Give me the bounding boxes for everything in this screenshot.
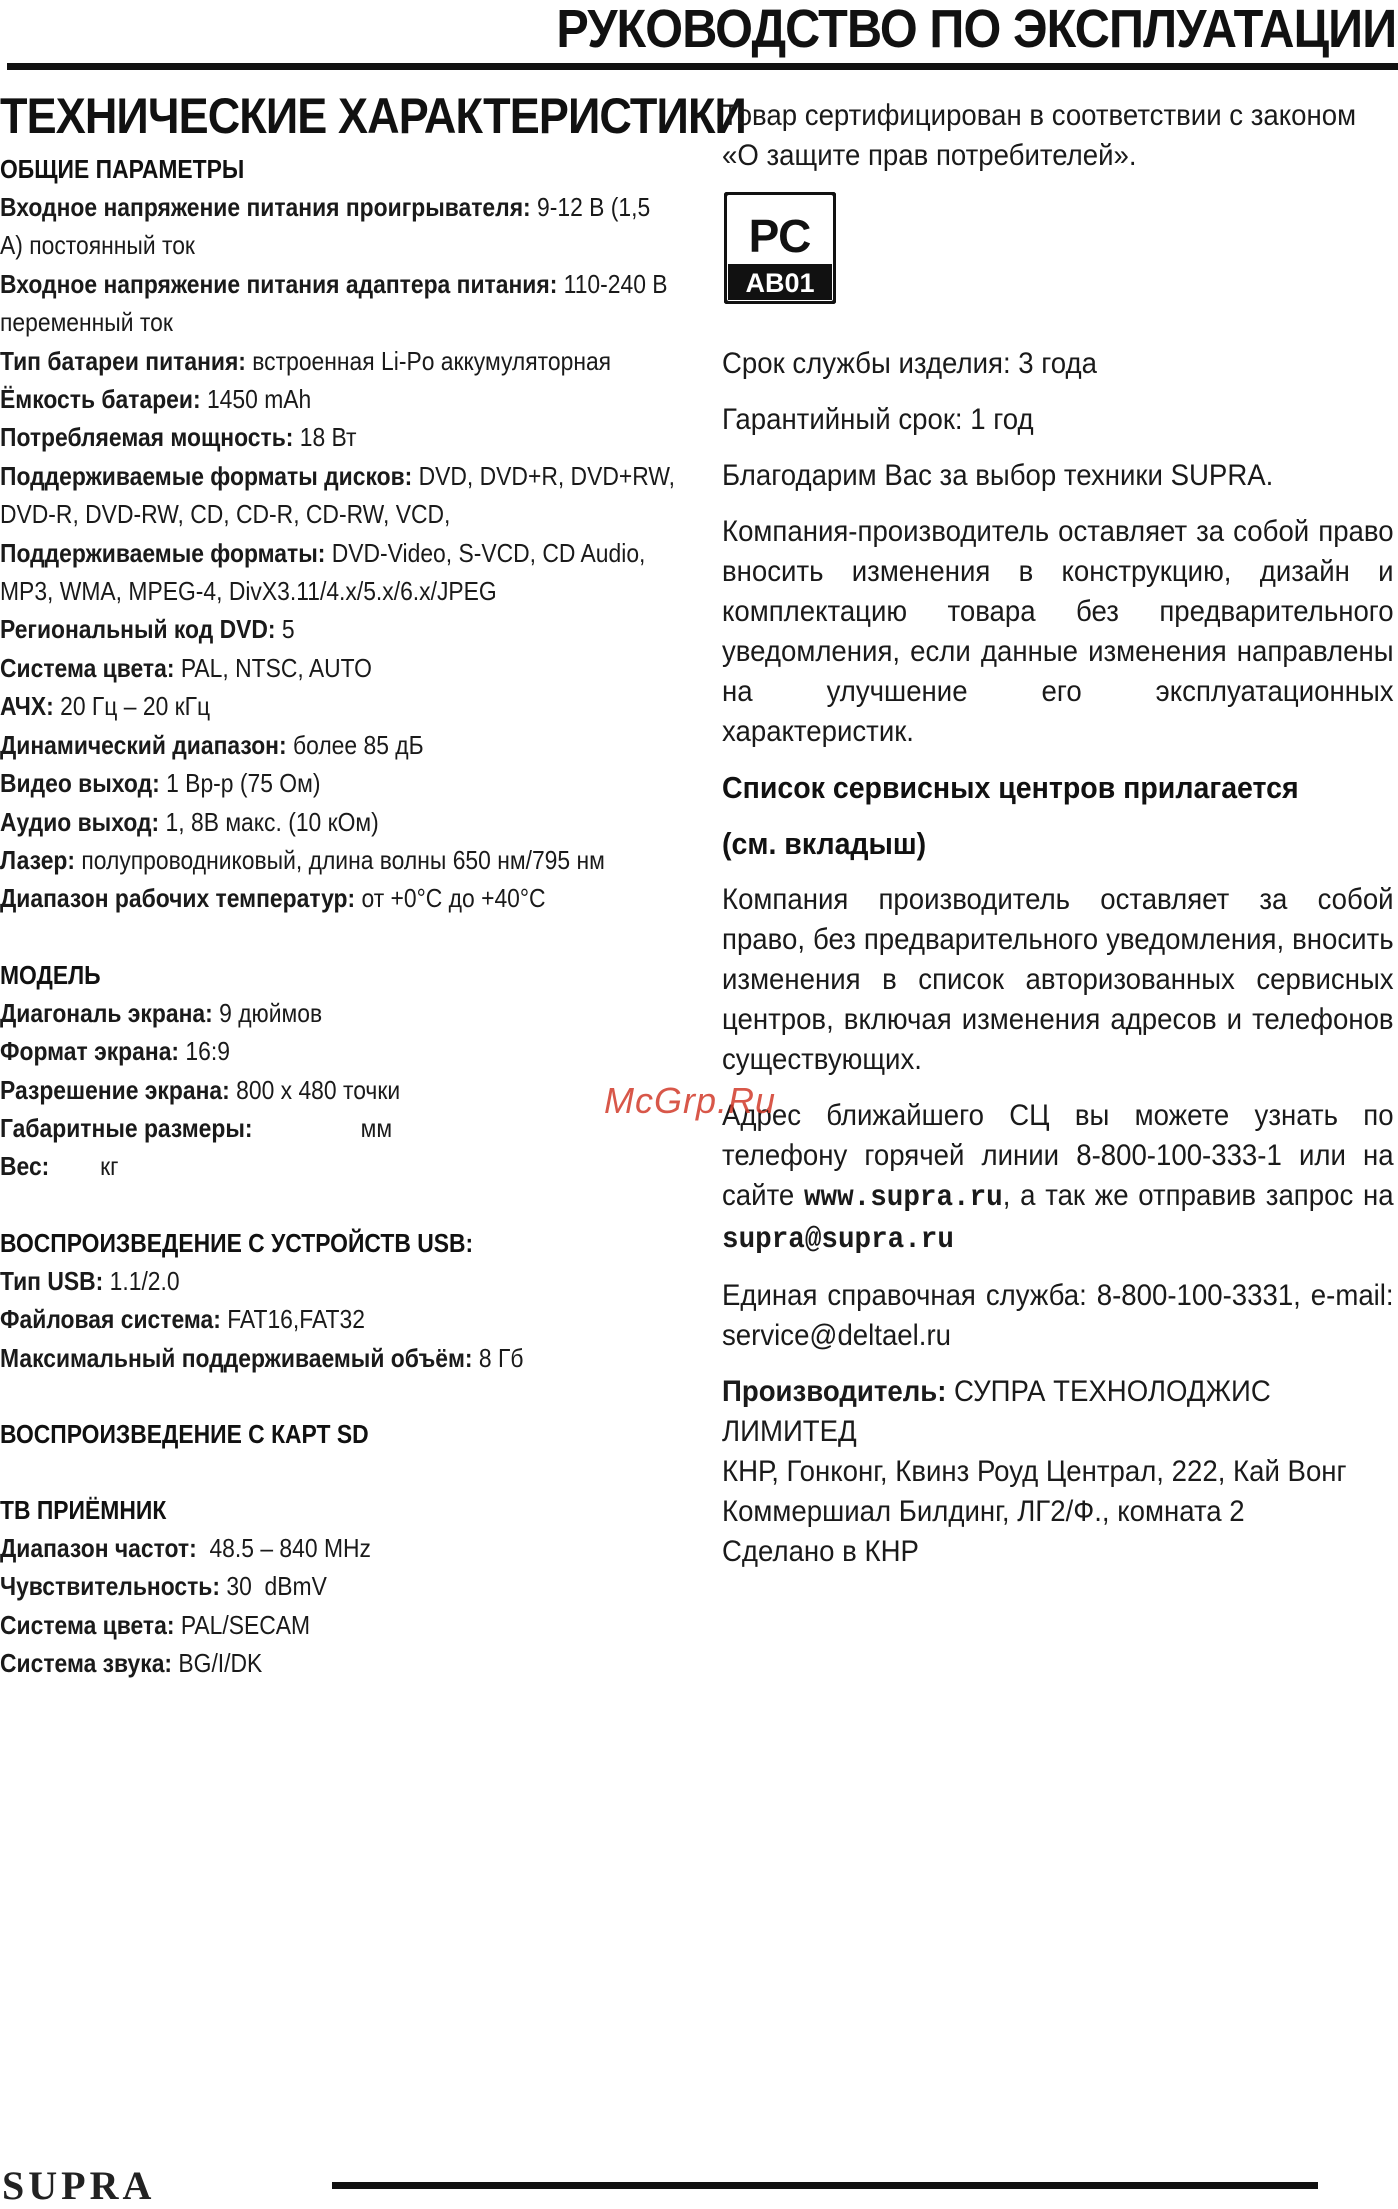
spec-row xyxy=(0,687,678,725)
spec-row xyxy=(0,879,678,917)
service-life: Срок службы изделия: 3 года xyxy=(722,347,1097,380)
page-footer xyxy=(0,2160,1398,2208)
spec-value: PAL/SECAM xyxy=(174,1609,311,1640)
spec-row xyxy=(0,265,678,342)
spec-label: Вес: xyxy=(0,1151,50,1182)
spec-row xyxy=(0,188,678,265)
spec-row xyxy=(0,841,678,879)
model-heading: МОДЕЛЬ xyxy=(0,959,101,990)
general-heading: ОБЩИЕ ПАРАМЕТРЫ xyxy=(0,154,245,184)
spec-row xyxy=(0,610,678,648)
spec-label: Габаритные размеры: xyxy=(0,1112,253,1143)
spec-value: 9 дюймов xyxy=(212,997,323,1028)
spec-label: Разрешение экрана: xyxy=(0,1074,230,1105)
contact-prefix: Адрес ближайшего СЦ вы можете узнать по телефону горячей линии 8-800-100-333-1 или на сайте xyxy=(722,1099,1394,1212)
spec-label: Система звука: xyxy=(0,1648,173,1679)
spec-value: 30 dBmV xyxy=(220,1571,327,1602)
spec-label: Потребляемая мощность: xyxy=(0,422,294,453)
spec-row xyxy=(0,994,678,1032)
spec-value: кг xyxy=(49,1151,119,1182)
spec-value: 1 Вр-р (75 Ом) xyxy=(159,768,321,799)
spec-label: Поддерживаемые форматы дисков: xyxy=(0,460,413,491)
spec-row xyxy=(0,1109,678,1147)
spec-label: Тип батареи питания: xyxy=(0,345,246,376)
spec-label: Ёмкость батареи: xyxy=(0,384,201,415)
spec-value: BG/I/DK xyxy=(172,1648,263,1679)
service-changes-notice: Компания производитель оставляет за собой право, без предварительного уведомления, вносить изменения в список авторизованных сервисных центров, включая изменения адресов и телефонов существующих. xyxy=(722,883,1394,1076)
website-link[interactable]: www.supra.ru xyxy=(803,1181,1003,1215)
service-list-heading: Список сервисных центров прилагается xyxy=(722,770,1299,805)
spec-row xyxy=(0,1606,678,1644)
usb-spec-list xyxy=(0,1262,690,1377)
spec-value: DVD, DVD+R, DVD+RW, DVD-R, DVD-RW, CD, CD-R, CD-RW, VCD, xyxy=(0,460,682,530)
spec-label: Файловая система: xyxy=(0,1304,221,1335)
contact-middle: , а так же отправив запрос на xyxy=(1002,1179,1394,1212)
spec-row xyxy=(0,457,682,534)
spec-row xyxy=(0,803,678,841)
spec-label: Диапазон рабочих температур: xyxy=(0,883,356,914)
page-header xyxy=(0,0,1398,70)
spec-row xyxy=(0,1300,678,1338)
spec-value: DVD-Video, S-VCD, CD Audio, MP3, WMA, MPEG-4, DivX3.11/4.x/5.x/6.x/JPEG xyxy=(0,537,652,607)
address-line-2: Коммершиал Билдинг, ЛГ2/Ф., комната 2 xyxy=(722,1495,1245,1528)
manufacturer-name: СУПРА ТЕХНОЛОДЖИС ЛИМИТЕД xyxy=(722,1375,1271,1448)
spec-value: 800 х 480 точки xyxy=(229,1074,401,1105)
spec-label: Входное напряжение питания проигрывателя: xyxy=(0,192,531,222)
spec-value: от +0°С до +40°С xyxy=(355,883,546,914)
header-rule xyxy=(7,63,1398,70)
spec-label: Максимальный поддерживаемый объём: xyxy=(0,1342,473,1373)
spec-label: Аудио выход: xyxy=(0,806,160,837)
spec-label: Региональный код DVD: xyxy=(0,614,276,645)
info-column xyxy=(722,96,1394,1588)
manufacturer-label: Производитель: xyxy=(722,1375,947,1408)
spec-row xyxy=(0,764,678,802)
tv-heading: ТВ ПРИЁМНИК xyxy=(0,1494,167,1525)
spec-row xyxy=(0,534,678,611)
spec-label: АЧХ: xyxy=(0,691,54,722)
thanks-text: Благодарим Вас за выбор техники SUPRA. xyxy=(722,459,1274,492)
changes-notice: Компания-производитель оставляет за собой право вносить изменения в конструкцию, дизайн и комплектацию товара без предварительного уведомления, если данные изменения направлены на улучшение его эксплуатационных характеристик. xyxy=(722,515,1394,748)
spec-row xyxy=(0,1529,678,1567)
spec-label: Диапазон частот: xyxy=(0,1532,197,1563)
usb-heading: ВОСПРОИЗВЕДЕНИЕ С УСТРОЙСТВ USB: xyxy=(0,1227,474,1258)
spec-value: 1, 8В макс. (10 кОм) xyxy=(159,806,379,837)
spec-value: более 85 дБ xyxy=(286,729,424,760)
spec-label: Поддерживаемые форматы: xyxy=(0,537,326,568)
manual-title: РУКОВОДСТВО ПО ЭКСПЛУАТАЦИИ xyxy=(556,0,1396,59)
spec-label: Видео выход: xyxy=(0,768,160,799)
tv-spec-list xyxy=(0,1529,690,1683)
email-link[interactable]: supra@supra.ru xyxy=(722,1223,954,1257)
cert-mark-letters: РС xyxy=(748,210,812,262)
spec-label: Лазер: xyxy=(0,844,76,875)
sd-heading: ВОСПРОИЗВЕДЕНИЕ С КАРТ SD xyxy=(0,1418,369,1449)
spec-value: FAT16,FAT32 xyxy=(220,1304,365,1335)
brand-logo: SUPRA xyxy=(2,2163,156,2208)
spec-label: Система цвета: xyxy=(0,1609,175,1640)
address-line-1: КНР, Гонконг, Квинз Роуд Централ, 222, Кай Вонг xyxy=(722,1455,1347,1488)
spec-row xyxy=(0,1147,678,1185)
spec-value: 18 Вт xyxy=(293,422,357,453)
spec-value: мм xyxy=(252,1112,393,1143)
spec-row xyxy=(0,342,678,380)
watermark: McGrp.Ru xyxy=(604,1080,777,1121)
footer-rule xyxy=(332,2182,1318,2189)
spec-row xyxy=(0,380,678,418)
spec-value: 16:9 xyxy=(179,1036,230,1067)
service-list-note: (см. вкладыш) xyxy=(722,826,927,861)
contact-info xyxy=(722,1096,1394,1260)
spec-value: 1450 mAh xyxy=(200,384,312,415)
spec-label: Чувствительность: xyxy=(0,1571,220,1602)
spec-value: 8 Гб xyxy=(472,1342,524,1373)
spec-value: 48.5 – 840 MHz xyxy=(196,1532,371,1563)
spec-row xyxy=(0,1339,678,1377)
spec-row xyxy=(0,1567,678,1605)
certification-mark-icon xyxy=(724,192,836,304)
spec-label: Динамический диапазон: xyxy=(0,729,287,760)
helpdesk-info: Единая справочная служба: 8-800-100-3331, e-mail: service@deltael.ru xyxy=(722,1279,1394,1352)
model-spec-list xyxy=(0,994,690,1186)
warranty-period: Гарантийный срок: 1 год xyxy=(722,403,1034,436)
spec-label: Формат экрана: xyxy=(0,1036,180,1067)
specs-title: ТЕХНИЧЕСКИЕ ХАРАКТЕРИСТИКИ xyxy=(0,88,746,144)
certification-text: Товар сертифицирован в соответствии с законом «О защите прав потребителей». xyxy=(722,99,1357,172)
spec-row xyxy=(0,418,678,456)
spec-value: 20 Гц – 20 кГц xyxy=(53,691,211,722)
spec-row xyxy=(0,1071,678,1109)
spec-row xyxy=(0,649,678,687)
spec-value: 110-240 В переменный ток xyxy=(0,268,674,338)
spec-row xyxy=(0,1262,678,1300)
general-spec-list xyxy=(0,188,690,918)
spec-value: PAL, NTSC, AUTO xyxy=(174,652,372,683)
spec-row xyxy=(0,726,678,764)
spec-row xyxy=(0,1032,678,1070)
spec-label: Входное напряжение питания адаптера питания: xyxy=(0,268,558,299)
spec-value: 5 xyxy=(275,614,295,645)
spec-label: Система цвета: xyxy=(0,652,175,683)
spec-value: встроенная Li-Po аккумуляторная xyxy=(245,345,612,376)
spec-value: 9-12 В (1,5 А) постоянный ток xyxy=(0,192,657,261)
spec-label: Диагональ экрана: xyxy=(0,997,213,1028)
spec-value: 1.1/2.0 xyxy=(103,1265,180,1296)
spec-row xyxy=(0,1644,678,1682)
made-in: Сделано в КНР xyxy=(722,1535,919,1568)
spec-value: полупроводниковый, длина волны 650 нм/795 нм xyxy=(75,844,605,875)
spec-label: Тип USB: xyxy=(0,1265,104,1296)
manufacturer-info xyxy=(722,1372,1394,1452)
cert-code: АВ01 xyxy=(745,268,815,298)
